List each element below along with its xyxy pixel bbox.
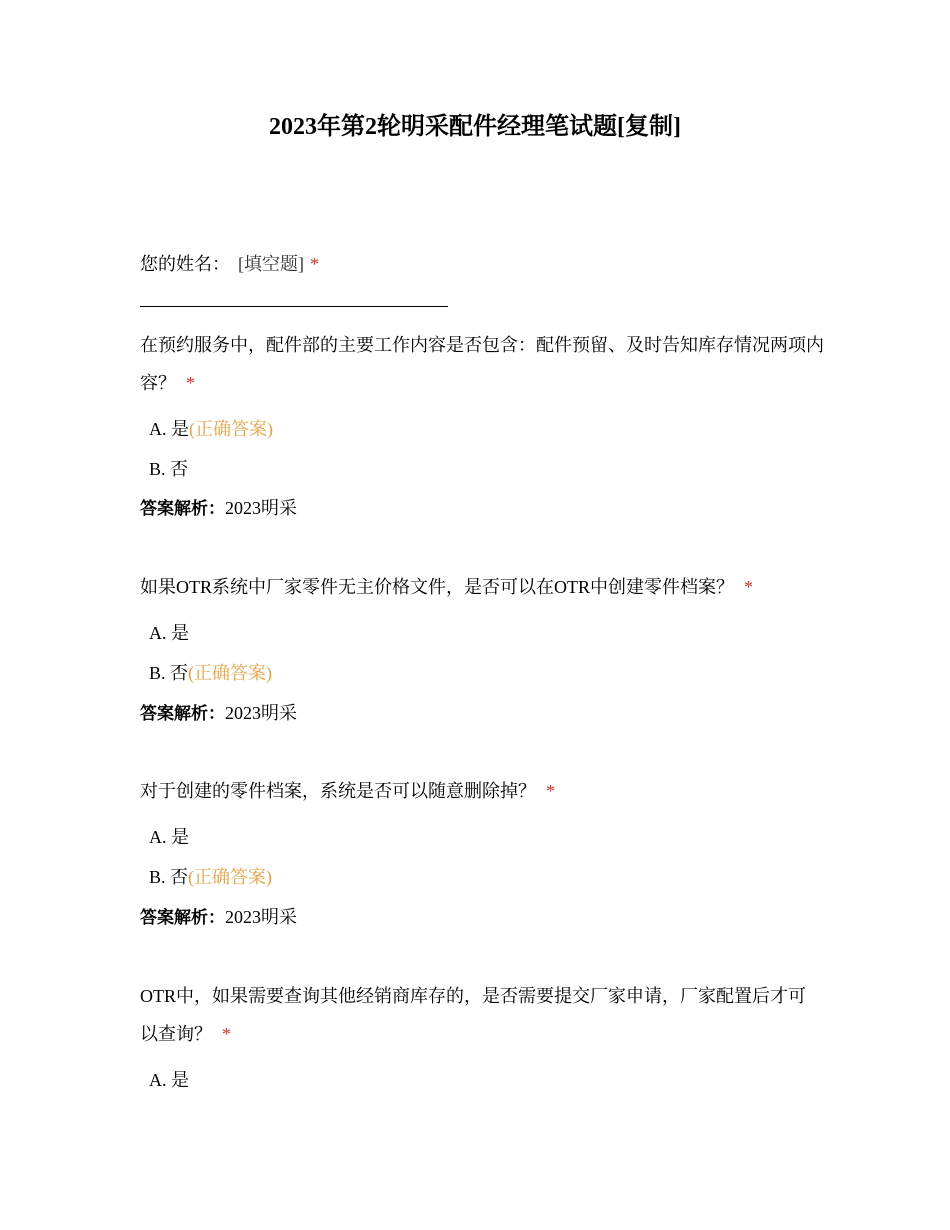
required-mark: * — [546, 781, 555, 801]
question-type-tag: [填空题] — [238, 254, 304, 274]
question-3-option-b[interactable] — [149, 862, 272, 892]
option-label: A. 是 — [149, 623, 189, 643]
question-3-option-a[interactable] — [149, 822, 189, 852]
correct-answer-tag: (正确答案) — [189, 419, 273, 439]
name-question-text: 您的姓名： — [140, 254, 230, 274]
question-1 — [140, 326, 830, 402]
analysis-label: 答案解析： — [140, 704, 225, 724]
question-2-option-a[interactable] — [149, 618, 189, 648]
correct-answer-tag: (正确答案) — [188, 867, 273, 887]
question-2-option-b[interactable] — [149, 658, 272, 688]
name-question — [140, 245, 830, 283]
question-1-text: 在预约服务中，配件部的主要工作内容是否包含：配件预留、及时告知库存情况两项内容？ — [140, 335, 824, 393]
question-4-option-a[interactable] — [149, 1065, 189, 1095]
option-label: A. 是 — [149, 1070, 189, 1090]
question-3-analysis — [140, 902, 297, 933]
option-label: B. 否 — [149, 459, 189, 479]
question-1-option-b[interactable] — [149, 454, 188, 484]
question-4-text: OTR中，如果需要查询其他经销商库存的，是否需要提交厂家申请，厂家配置后才可以查询？ — [140, 986, 806, 1044]
page-title: 2023年第2轮明采配件经理笔试题[复制] — [269, 114, 681, 140]
question-3 — [140, 772, 830, 810]
question-4 — [140, 977, 810, 1053]
option-label: A. 是 — [149, 827, 189, 847]
question-2-text: 如果OTR系统中厂家零件无主价格文件，是否可以在OTR中创建零件档案？ — [140, 577, 734, 597]
required-mark: * — [186, 373, 195, 393]
analysis-text: 2023明采 — [225, 703, 297, 723]
question-2 — [140, 568, 830, 606]
option-label: B. 否 — [149, 663, 189, 683]
option-label: B. 否 — [149, 867, 189, 887]
question-1-option-a[interactable] — [149, 414, 273, 444]
question-2-analysis — [140, 698, 297, 729]
required-mark: * — [744, 577, 753, 597]
correct-answer-tag: (正确答案) — [188, 663, 273, 683]
required-mark: * — [222, 1024, 231, 1044]
analysis-label: 答案解析： — [140, 499, 225, 519]
analysis-text: 2023明采 — [225, 498, 297, 518]
required-mark: * — [310, 254, 319, 274]
analysis-label: 答案解析： — [140, 908, 225, 928]
question-3-text: 对于创建的零件档案，系统是否可以随意删除掉？ — [140, 781, 536, 801]
question-1-analysis — [140, 493, 297, 524]
name-input-line[interactable] — [140, 306, 448, 307]
option-label: A. 是 — [149, 419, 189, 439]
analysis-text: 2023明采 — [225, 907, 297, 927]
